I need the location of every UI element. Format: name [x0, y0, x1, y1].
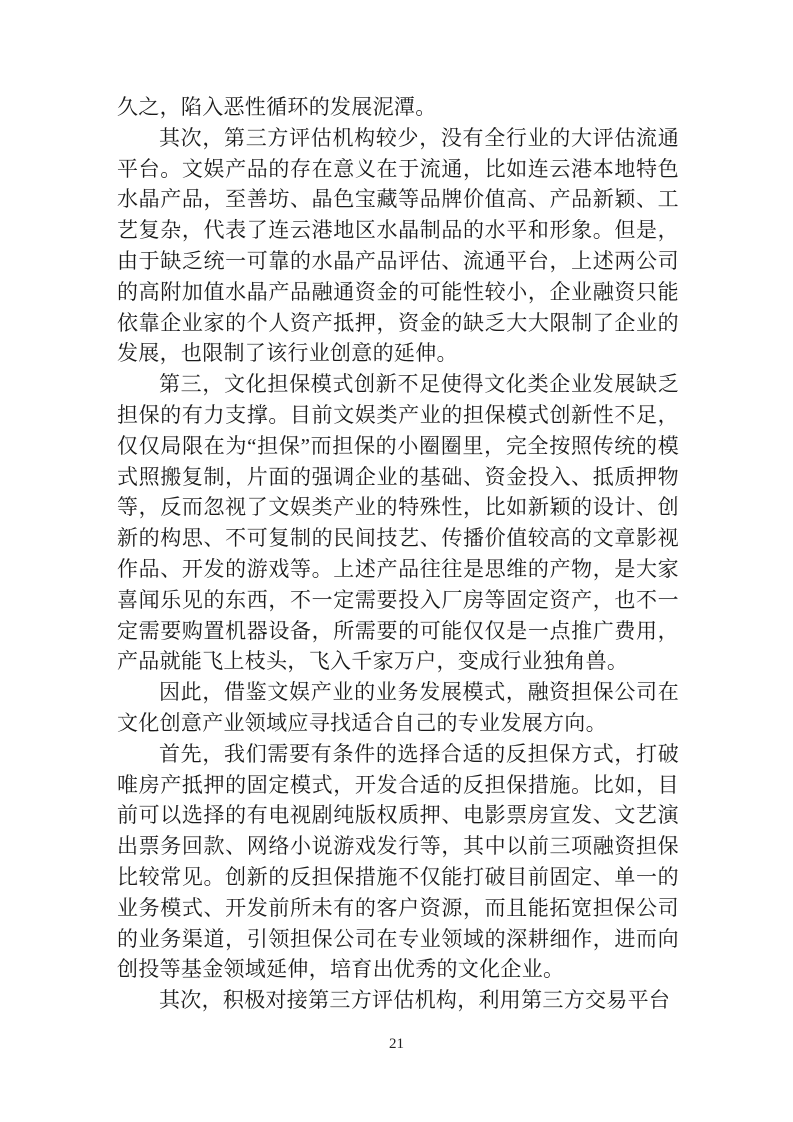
- paragraph: 久之，陷入恶性循环的发展泥潭。: [117, 95, 437, 119]
- paragraph: 因此，借鉴文娱产业的业务发展模式，融资担保公司在文化创意产业领域应寻找适合自己的专业发展方向。: [117, 680, 679, 735]
- paragraph: 其次，积极对接第三方评估机构，利用第三方交易平台: [159, 988, 671, 1013]
- paragraph: 其次，第三方评估机构较少，没有全行业的大评估流通平台。文娱产品的存在意义在于流通，比如连云港本地特色水晶产品，至善坊、晶色宝藏等品牌价值高、产品新颖、工艺复杂，代表了连云港地区水晶制品的水平和形象。但是，由于缺乏统一可靠的水晶产品评估、流通平台，上述两公司的高附加值水晶产品融通资金的可能性较小，企业融资只能依靠企业家的个人资产抵押，资金的缺乏大大限制了企业的发展，也限制了该行业创意的延伸。: [117, 125, 679, 366]
- document-body: [117, 92, 679, 1016]
- paragraph: 首先，我们需要有条件的选择合适的反担保方式，打破唯房产抵押的固定模式，开发合适的反担保措施。比如，目前可以选择的有电视剧纯版权质押、电影票房宣发、文艺演出票务回款、网络小说游戏发行等，其中以前三项融资担保比较常见。创新的反担保措施不仅能打破目前固定、单一的业务模式、开发前所未有的客户资源，而且能拓宽担保公司的业务渠道，引领担保公司在专业领域的深耕细作，进而向创投等基金领域延伸，培育出优秀的文化企业。: [117, 741, 679, 982]
- page-number: 21: [389, 1036, 404, 1052]
- paragraph: 第三，文化担保模式创新不足使得文化类企业发展缺乏担保的有力支撑。目前文娱类产业的担保模式创新性不足，仅仅局限在为“担保”而担保的小圈圈里，完全按照传统的模式照搬复制，片面的强调企业的基础、资金投入、抵质押物等，反而忽视了文娱类产业的特殊性，比如新颖的设计、创新的构思、不可复制的民间技艺、传播价值较高的文章影视作品、开发的游戏等。上述产品往往是思维的产物，是大家喜闻乐见的东西，不一定需要投入厂房等固定资产，也不一定需要购置机器设备，所需要的可能仅仅是一点推广费用，产品就能飞上枝头，飞入千家万户，变成行业独角兽。: [117, 372, 679, 674]
